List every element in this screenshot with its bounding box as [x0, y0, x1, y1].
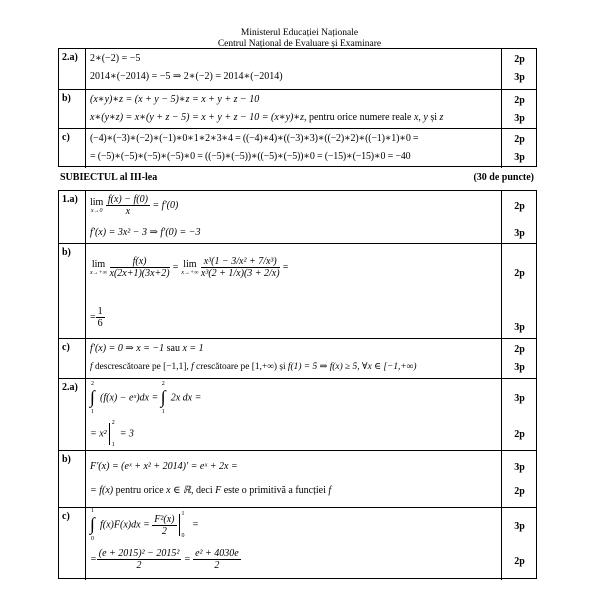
- denominator: 2: [136, 560, 142, 571]
- text: , deci: [190, 485, 216, 496]
- math-expr: = f′(0): [149, 199, 179, 211]
- integral-sign: ∫ 2 1: [160, 381, 166, 415]
- math-expr: =: [90, 311, 96, 323]
- points-column: [501, 339, 536, 378]
- math-expr: =: [189, 519, 199, 531]
- points: 2p: [514, 134, 525, 145]
- points-column: [501, 191, 536, 243]
- math-line: [90, 306, 105, 329]
- math-line: [90, 548, 241, 571]
- row-1c: [59, 338, 536, 378]
- math-expr: x ∈ ℝ: [166, 485, 191, 496]
- numerator: f(x) − f(0): [107, 194, 148, 205]
- lim-sub: x→+∞: [90, 270, 107, 276]
- numerator: f(x): [110, 256, 170, 268]
- lower-limit: 1: [161, 409, 165, 415]
- points-column: [501, 508, 536, 580]
- row-1a: [59, 191, 536, 243]
- row-label: 2.a): [59, 49, 86, 89]
- math-line: [90, 112, 443, 123]
- row-label: c): [59, 339, 86, 378]
- text: pentru orice: [113, 485, 167, 496]
- math-line: [90, 485, 331, 496]
- math-var: x, y: [413, 112, 428, 123]
- points: 3p: [514, 393, 525, 404]
- math-expr: f(x)F(x)dx =: [100, 519, 150, 531]
- numerator: F²(x): [154, 513, 175, 525]
- text: ,: [186, 362, 192, 372]
- row-2c: [59, 128, 536, 168]
- math-line: [90, 343, 204, 354]
- math-var: f: [90, 362, 93, 372]
- text: este o primitivă a funcției: [221, 485, 329, 496]
- row-2b-primitive: [59, 450, 536, 507]
- denominator: 2: [161, 525, 167, 537]
- lim-text: lim: [183, 259, 197, 270]
- math-expr: =: [90, 553, 97, 565]
- evaluation-bar: [109, 420, 120, 448]
- math-line: f′(x) = 3x² − 3 ⇒ f′(0) = −3: [90, 227, 201, 238]
- text: și: [276, 362, 288, 372]
- fraction: [193, 548, 241, 571]
- limit: [90, 259, 107, 276]
- math-line: [90, 381, 202, 415]
- math-line: [90, 256, 289, 279]
- denominator: x: [125, 206, 131, 217]
- fraction: [106, 194, 150, 217]
- math-expr: x = 1: [182, 343, 204, 354]
- points-column: [501, 129, 536, 168]
- math-expr: [1,+∞): [251, 362, 277, 372]
- header-ministry: Ministerul Educației Naționale: [240, 28, 359, 38]
- points-column: [501, 379, 536, 450]
- points: 3p: [514, 462, 525, 473]
- lower-limit: 0: [181, 533, 185, 539]
- lim-text: lim: [90, 197, 104, 208]
- evaluation-bar: [179, 511, 190, 539]
- row-label: 1.a): [59, 191, 86, 243]
- points: 3p: [514, 521, 525, 532]
- math-expr: x∗(y∗z) = x∗(y + z − 5) = x + y + z − 10 = (x∗y)∗z: [90, 112, 305, 123]
- math-expr: f′(x) = 0 ⇒ x = −1: [90, 343, 165, 354]
- points: 2p: [514, 556, 525, 567]
- row-label: c): [59, 129, 86, 168]
- math-line: [90, 420, 134, 448]
- limit: [181, 259, 198, 276]
- row-1b: [59, 243, 536, 338]
- text: crescătoare pe: [193, 362, 252, 372]
- row-2c-integral: [59, 507, 536, 580]
- math-expr: = 3: [119, 428, 134, 440]
- fraction: [96, 306, 105, 329]
- numerator: 1: [97, 306, 103, 317]
- math-expr: =: [169, 261, 182, 273]
- lim-text: lim: [91, 259, 106, 270]
- text: , pentru orice numere reale: [304, 112, 414, 123]
- row-2a: [59, 49, 536, 89]
- math-expr: = f(x): [90, 485, 114, 496]
- points: 2p: [514, 344, 525, 355]
- math-line: (−4)∗(−3)∗(−2)∗(−1)∗0∗1∗2∗3∗4 = ((−4)∗4)∗((−3)∗3)∗((−2)∗2)∗((−1)∗1)∗0 =: [90, 133, 419, 144]
- fraction: [201, 256, 280, 279]
- math-var: F: [215, 485, 222, 496]
- denominator: x³(2 + 1/x)(3 + 2/x): [200, 268, 280, 279]
- numerator: (e + 2015)² − 2015²: [98, 548, 180, 559]
- numerator: e² + 4030e: [195, 548, 239, 559]
- row-label: b): [59, 90, 86, 128]
- math-line: F′(x) = (eˣ + x² + 2014)′ = eˣ + 2x =: [90, 461, 238, 472]
- math-line: (x∗y)∗z = (x + y − 5)∗z = x + y + z − 10: [90, 94, 260, 105]
- lower-limit: 0: [91, 536, 94, 542]
- points-column: [501, 49, 536, 89]
- fraction: [110, 256, 170, 279]
- points-column: [501, 244, 536, 338]
- points: 3p: [514, 228, 525, 239]
- row-2a-integral: [59, 378, 536, 450]
- math-expr: =: [279, 261, 289, 273]
- upper-limit: 1: [181, 511, 185, 517]
- section-points: (30 de puncte): [473, 172, 534, 183]
- points: 2p: [514, 268, 525, 279]
- denominator: 6: [97, 318, 103, 329]
- lower-limit: 1: [111, 442, 115, 448]
- section-title: SUBIECTUL al III-lea: [60, 172, 158, 183]
- math-var: f: [328, 485, 332, 496]
- row-label: b): [59, 451, 86, 507]
- upper-limit: 1: [91, 508, 94, 514]
- lower-limit: 1: [91, 409, 94, 415]
- row-label: 2.a): [59, 379, 86, 450]
- upper-limit: 2: [161, 381, 165, 387]
- points: 3p: [514, 362, 525, 373]
- math-var: f: [191, 362, 194, 372]
- table-subject-2: [58, 48, 537, 167]
- points: 3p: [514, 152, 525, 163]
- fraction: [152, 514, 176, 537]
- math-line: 2∗(−2) = −5: [90, 53, 141, 64]
- limit: [90, 197, 103, 214]
- points: 2p: [514, 54, 525, 65]
- points: 3p: [514, 322, 525, 333]
- math-line: [90, 508, 199, 542]
- text: descrescătoare pe: [92, 362, 164, 372]
- upper-limit: 2: [111, 420, 115, 426]
- math-line: [90, 361, 417, 372]
- math-expr: [−1,1]: [163, 362, 187, 372]
- points-column: [501, 90, 536, 128]
- points-column: [501, 451, 536, 507]
- math-expr: = x²: [90, 428, 107, 440]
- math-expr: f(1) = 5 ⇒ f(x) ≥ 5, ∀x ∈ [−1,+∞): [287, 362, 417, 372]
- denominator: x(2x+1)(3x+2): [109, 268, 170, 279]
- points: 3p: [514, 113, 525, 124]
- text: sau: [164, 343, 183, 354]
- table-subject-3: [58, 190, 537, 579]
- lim-sub: x→+∞: [181, 270, 199, 276]
- points: 2p: [514, 486, 525, 497]
- text: și: [427, 112, 440, 123]
- numerator: x³(1 − 3/x² + 7/x³): [201, 256, 280, 268]
- row-2b: [59, 89, 536, 128]
- header: [0, 28, 599, 50]
- integral-sign: ∫ 2 1: [90, 381, 95, 415]
- math-line: 2014∗(−2014) = −5 ⇒ 2∗(−2) = 2014∗(−2014): [90, 71, 283, 82]
- math-var: z: [439, 112, 444, 123]
- fraction: [97, 548, 182, 571]
- header-center: Centrul Național de Evaluare și Examinare: [217, 39, 382, 49]
- integral-sign: ∫ 1 0: [90, 508, 95, 542]
- denominator: 2: [214, 560, 220, 571]
- points: 3p: [514, 72, 525, 83]
- math-expr: 2x dx =: [170, 392, 202, 404]
- points: 2p: [514, 95, 525, 106]
- row-label: b): [59, 244, 86, 338]
- points: 2p: [514, 201, 525, 212]
- math-expr: =: [181, 553, 194, 565]
- upper-limit: 2: [91, 381, 94, 387]
- lim-sub: x→0: [90, 208, 103, 214]
- row-label: c): [59, 508, 86, 580]
- points: 2p: [514, 429, 525, 440]
- math-line: = (−5)∗(−5)∗(−5)∗(−5)∗0 = ((−5)∗(−5))∗((−5)∗(−5))∗0 = (−15)∗(−15)∗0 = −40: [90, 151, 411, 162]
- math-line: [90, 194, 178, 217]
- math-expr: (f(x) − eˣ)dx =: [100, 392, 159, 404]
